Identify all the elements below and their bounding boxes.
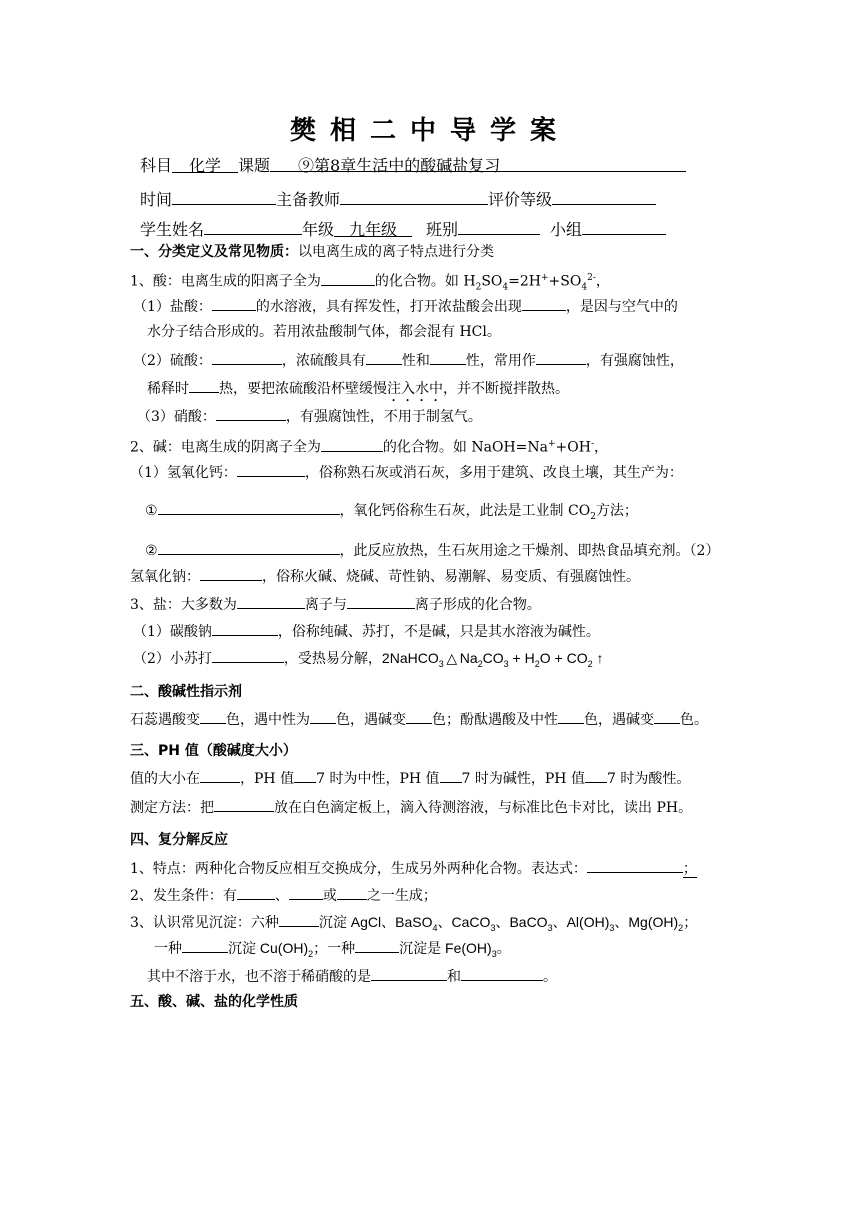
- text: 沉淀 Cu(OH): [228, 940, 309, 956]
- gas-arrow: ↑: [592, 650, 604, 666]
- hno3-line: [137, 406, 482, 427]
- text: 、: [274, 888, 289, 904]
- acid-definition: [130, 268, 610, 297]
- blank[interactable]: [182, 938, 228, 953]
- text: 的化合物。如 NaOH=Na: [382, 439, 548, 456]
- text: ，俗称火碱、烧碱、苛性钠、易潮解、易变质、有强腐蚀性。: [262, 569, 640, 585]
- text: （2）硫酸：: [133, 353, 212, 369]
- text: SO: [481, 273, 503, 290]
- h2so4-line-2: [147, 378, 569, 405]
- text: 。: [496, 940, 511, 956]
- blank[interactable]: [366, 350, 402, 365]
- hcl-line-2: 水分子结合形成的。若用浓盐酸制气体，都会混有 HCl。: [147, 324, 501, 340]
- teacher-field[interactable]: [340, 188, 488, 205]
- text: 1、酸：电离生成的阳离子全为: [130, 273, 321, 290]
- student-row: [140, 218, 666, 240]
- blank[interactable]: [536, 350, 586, 365]
- blank[interactable]: [279, 912, 319, 927]
- text: 放在白色滴定板上，滴入待测溶液，与标准比色卡对比，读出 PH。: [274, 800, 693, 816]
- text: 7 时为酸性。: [606, 771, 691, 787]
- text: 1、特点：两种化合物反应相互交换成分，生成另外两种化合物。表达式：: [130, 861, 587, 877]
- text: 稀释时: [147, 381, 189, 397]
- text: 3: [547, 922, 553, 933]
- text: （1）盐酸：: [133, 299, 212, 315]
- text: 2-: [587, 273, 596, 283]
- blank[interactable]: [430, 350, 466, 365]
- blank[interactable]: [558, 709, 584, 724]
- text: （3）硝酸：: [137, 409, 216, 425]
- text: 7 时为碱性，PH 值: [461, 771, 585, 787]
- class-label: 班别: [426, 220, 459, 239]
- text: 3、盐：大多数为: [130, 597, 237, 613]
- blank[interactable]: [522, 296, 566, 311]
- text: 4: [502, 282, 509, 293]
- text: 、CaCO: [437, 914, 491, 930]
- section-3-title: 三、PH 值（酸碱度大小）: [130, 743, 297, 759]
- text: O + CO: [539, 650, 588, 666]
- text: 其中不溶于水，也不溶于稀硝酸的是: [147, 969, 371, 985]
- ph-method-line: [130, 797, 692, 818]
- text: ，俗称熟石灰或消石灰，多用于建筑、改良土壤，其生产为：: [304, 465, 683, 481]
- blank[interactable]: [158, 540, 340, 555]
- text: 色，遇中性为: [226, 712, 310, 728]
- blank[interactable]: [216, 406, 286, 421]
- blank[interactable]: [212, 621, 278, 636]
- blank[interactable]: [289, 885, 323, 900]
- text: ，有强腐蚀性，: [585, 353, 684, 369]
- time-row: [140, 188, 656, 210]
- subject-label: 科目: [140, 156, 173, 175]
- text: 一种: [154, 941, 182, 957]
- text: 性，常用作: [465, 353, 536, 369]
- text: 3: [438, 658, 444, 669]
- text: ；: [683, 914, 698, 930]
- text: 色；酚酞遇酸及中性: [432, 712, 558, 728]
- text: + H: [508, 650, 535, 666]
- text: +OH: [555, 439, 591, 456]
- blank[interactable]: [440, 768, 462, 783]
- blank[interactable]: [461, 966, 543, 981]
- section-1-heading: [130, 242, 494, 262]
- text: 离子与: [304, 597, 347, 613]
- blank[interactable]: [654, 709, 680, 724]
- topic-value: ⑨第8章生活中的酸碱盐复习: [298, 156, 501, 175]
- text: 2: [308, 948, 314, 959]
- text: ，此反应放热，生石灰用途之干燥剂、即热食品填充剂。（2）: [339, 543, 720, 559]
- text: 测定方法：把: [130, 800, 214, 816]
- ph-line: [130, 768, 690, 789]
- text: ，俗称纯碱、苏打，不是碱，只是其水溶液为碱性。: [277, 624, 600, 640]
- teacher-label: 主备教师: [276, 190, 341, 209]
- blank[interactable]: [587, 858, 683, 873]
- text: 2: [534, 658, 540, 669]
- text: 2: [587, 658, 593, 669]
- precipitates-line: [130, 912, 697, 938]
- text: 、BaCO: [495, 914, 548, 930]
- text: 色，遇碱变: [584, 712, 654, 728]
- blank[interactable]: [371, 966, 447, 981]
- text: 色。: [680, 712, 708, 728]
- blank[interactable]: [355, 938, 399, 953]
- hcl-line: [133, 296, 678, 317]
- blank[interactable]: [321, 271, 375, 286]
- section-4-title: 四、复分解反应: [130, 832, 228, 848]
- blank[interactable]: [200, 768, 240, 783]
- text: 性和: [401, 353, 430, 369]
- text: 、Mg(OH): [614, 914, 679, 930]
- blank[interactable]: [237, 885, 275, 900]
- text: =2H: [508, 273, 541, 290]
- blank[interactable]: [214, 797, 274, 812]
- text: -: [590, 439, 594, 449]
- text: 离子形成的化合物。: [414, 597, 541, 613]
- grade-field[interactable]: [334, 220, 412, 237]
- text: 方法；: [595, 503, 638, 519]
- blank[interactable]: [347, 594, 415, 609]
- blank[interactable]: [321, 437, 383, 452]
- text: 2NaHCO: [381, 650, 439, 666]
- text: ，氧化钙俗称生石灰，此法是工业制 CO: [339, 503, 591, 519]
- subject-field[interactable]: [172, 156, 238, 173]
- text: ；一种: [313, 940, 356, 956]
- naoh-line: [130, 566, 640, 587]
- text: Na: [459, 650, 478, 666]
- cao-production-1: [145, 500, 638, 527]
- cao-production-2: [145, 540, 719, 561]
- blank[interactable]: [212, 296, 256, 311]
- salt-definition: [130, 594, 541, 615]
- insoluble-line: [147, 966, 557, 987]
- double-replacement-condition: [130, 885, 437, 906]
- blank[interactable]: [158, 500, 340, 515]
- text: 7 时为中性，PH 值: [316, 771, 440, 787]
- text: ，是因与空气中的: [565, 299, 678, 315]
- text: 2、发生条件：有: [130, 888, 237, 904]
- blank[interactable]: [200, 709, 226, 724]
- heat-triangle-icon: △: [446, 650, 458, 666]
- text: ，受热易分解，: [283, 651, 382, 667]
- text: ②: [145, 543, 158, 559]
- na2co3-line: [133, 621, 600, 642]
- student-field[interactable]: [204, 218, 302, 235]
- topic-field[interactable]: [270, 156, 686, 175]
- text: 3: [503, 658, 509, 669]
- page-title: 樊相二中导学案: [289, 116, 570, 146]
- text: 值的大小在: [130, 771, 200, 787]
- nahco3-line: [133, 648, 604, 674]
- text: 的水溶液，具有挥发性，打开浓盐酸会出现: [255, 299, 522, 315]
- caoh2-line: [130, 462, 683, 483]
- grade-value: 九年级: [349, 220, 398, 239]
- section-1-subtitle: 以电离生成的离子特点进行分类: [298, 244, 494, 260]
- blank[interactable]: [189, 378, 219, 393]
- text: ；: [682, 861, 697, 877]
- text: 热，要把浓硫酸沿杯壁缓慢: [219, 381, 387, 397]
- decomposition-equation: [381, 650, 604, 669]
- text: ①: [145, 503, 158, 519]
- text: 2: [475, 282, 482, 293]
- time-label: 时间: [140, 190, 173, 209]
- text: 。: [543, 969, 557, 985]
- blank[interactable]: [406, 709, 432, 724]
- blank[interactable]: [585, 768, 607, 783]
- blank[interactable]: [212, 648, 284, 663]
- text: +SO: [548, 273, 582, 290]
- time-field[interactable]: [172, 188, 276, 205]
- section-5-title: 五、酸、碱、盐的化学性质: [130, 994, 298, 1010]
- text: CO: [482, 650, 504, 666]
- grade-eval-label: 评价等级: [488, 190, 553, 209]
- text: （2）小苏打: [133, 651, 212, 667]
- blank[interactable]: [237, 462, 305, 477]
- text: 3: [490, 922, 496, 933]
- grade-eval-field[interactable]: [552, 188, 656, 205]
- text: 沉淀 AgCl、BaSO: [318, 914, 433, 930]
- text: ，: [595, 273, 610, 290]
- text: 4: [432, 922, 438, 933]
- text: 2: [590, 511, 596, 522]
- text: 2: [678, 922, 684, 933]
- text: ，: [594, 439, 608, 456]
- text: 、Al(OH): [552, 914, 610, 930]
- text: 3、认识常见沉淀：六种: [130, 915, 279, 931]
- grade-label: 年级: [302, 220, 335, 239]
- text: +: [547, 439, 556, 449]
- text: 的化合物。如 H: [374, 273, 476, 290]
- h2so4-line: [133, 350, 684, 371]
- text: 之一生成；: [366, 888, 437, 904]
- indicator-line: [130, 709, 708, 730]
- blank[interactable]: [337, 885, 367, 900]
- subject-row: [140, 156, 686, 176]
- text: 沉淀是 Fe(OH): [399, 940, 492, 956]
- text: ，浓硫酸具有: [281, 353, 366, 369]
- text: 和: [447, 969, 461, 985]
- text: ，PH 值: [240, 771, 295, 787]
- topic-label: 课题: [238, 156, 271, 175]
- blank[interactable]: [294, 768, 316, 783]
- text: 色，遇碱变: [336, 712, 406, 728]
- blank[interactable]: [212, 350, 282, 365]
- text: 2: [477, 658, 483, 669]
- text: ，有强腐蚀性，不用于制氢气。: [285, 409, 482, 425]
- precipitates-line-2: [154, 938, 511, 964]
- blank[interactable]: [310, 709, 336, 724]
- base-definition: [130, 434, 608, 458]
- text: 3: [609, 922, 615, 933]
- text: 2、碱：电离生成的阴离子全为: [130, 439, 321, 456]
- text: （1）碳酸钠: [133, 624, 212, 640]
- group-field[interactable]: [582, 218, 666, 235]
- emphasis-text: 注入水中: [387, 381, 443, 397]
- text: 或: [322, 888, 337, 904]
- text: 氢氧化钠：: [130, 569, 200, 585]
- text: ，并不断搅拌散热。: [443, 381, 569, 397]
- class-field[interactable]: [458, 218, 540, 235]
- text: 4: [581, 282, 588, 293]
- section-1-title: 一、分类定义及常见物质：: [130, 244, 298, 260]
- section-2-title: 二、酸碱性指示剂: [130, 684, 242, 700]
- text: （1）氢氧化钙：: [130, 465, 237, 481]
- double-replacement-feature: [130, 858, 697, 879]
- text: +: [541, 273, 549, 283]
- text: 3: [491, 948, 497, 959]
- text: 石蕊遇酸变: [130, 712, 200, 728]
- blank[interactable]: [237, 594, 305, 609]
- blank[interactable]: [200, 566, 262, 581]
- subject-value: 化学: [189, 156, 222, 175]
- student-label: 学生姓名: [140, 220, 205, 239]
- group-label: 小组: [550, 220, 583, 239]
